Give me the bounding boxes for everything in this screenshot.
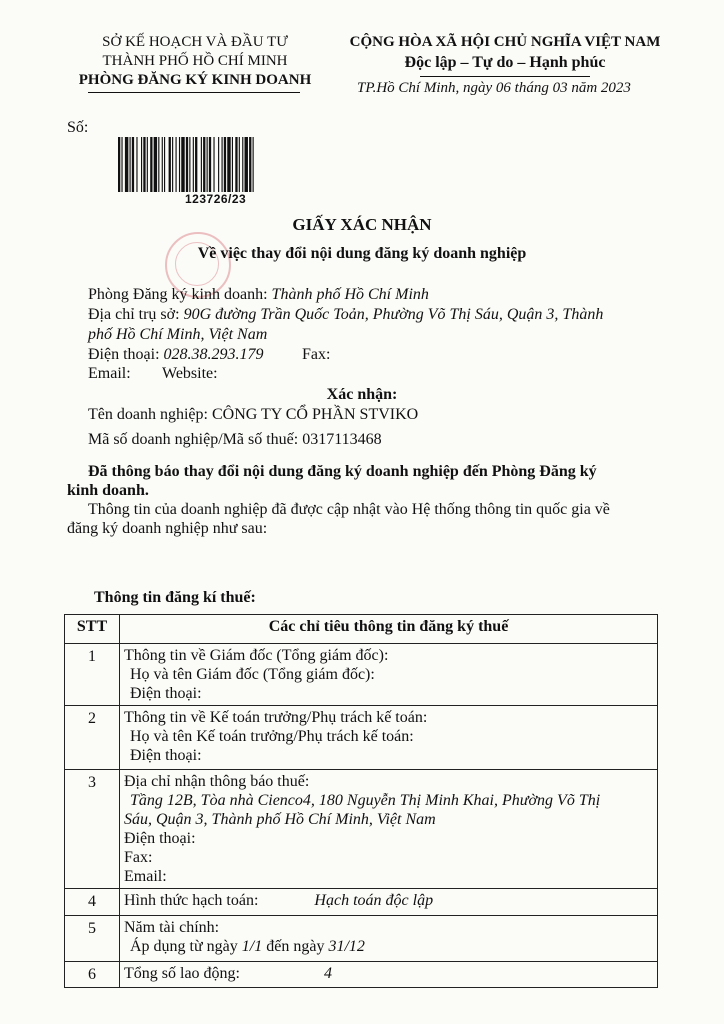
row-line: Email: (124, 868, 167, 885)
table-title: Thông tin đăng kí thuế: (94, 589, 256, 606)
motto-underline (420, 76, 590, 77)
row-content (120, 770, 658, 889)
header-left-underline (88, 92, 300, 93)
table-row (65, 706, 658, 770)
table-header-row (65, 615, 658, 644)
table-row (65, 770, 658, 889)
office-address-value-1: 90G đường Trần Quốc Toản, Phường Võ Thị Sáu, Quận 3, Thành (183, 306, 604, 323)
office-website-label: Website: (162, 365, 218, 382)
office-name-value: Thành phố Hồ Chí Minh (271, 286, 429, 303)
row-stt: 6 (65, 962, 120, 988)
company-name-line (88, 405, 418, 425)
fiscal-from-label: Áp dụng từ ngày (130, 938, 238, 955)
office-email-label: Email: (88, 365, 131, 382)
row-line: Thông tin về Giám đốc (Tổng giám đốc): (124, 647, 389, 664)
confirm-heading: Xác nhận: (326, 386, 398, 403)
city-name: THÀNH PHỐ HỒ CHÍ MINH (102, 53, 288, 69)
row-line: Họ và tên Giám đốc (Tổng giám đốc): (130, 666, 375, 683)
notice-text-line-2: đăng ký doanh nghiệp như sau: (67, 520, 268, 537)
row-line: Địa chỉ nhận thông báo thuế: (124, 773, 310, 790)
row-content (120, 706, 658, 770)
row-line (124, 937, 653, 956)
row-line: Fax: (124, 849, 153, 866)
department-name: SỞ KẾ HOẠCH VÀ ĐẦU TƯ (102, 34, 288, 50)
row-value: Hạch toán độc lập (314, 892, 434, 909)
row-stt: 4 (65, 889, 120, 916)
row-stt: 2 (65, 706, 120, 770)
row-line: Điện thoại: (130, 685, 202, 702)
issue-date: TP.Hồ Chí Minh, ngày 06 tháng 03 năm 2023 (357, 80, 631, 96)
fiscal-to-value: 31/12 (328, 938, 365, 955)
row-line: Họ và tên Kế toán trưởng/Phụ trách kế toán: (130, 728, 414, 745)
office-phone-line (88, 345, 264, 365)
row-value: 4 (324, 965, 332, 982)
office-name-line (88, 285, 429, 305)
tax-info-table (64, 614, 658, 988)
company-tax-value: 0317113468 (302, 431, 382, 448)
office-name: PHÒNG ĐĂNG KÝ KINH DOANH (78, 72, 312, 88)
row-line: Sáu, Quận 3, Thành phố Hồ Chí Minh, Việt Nam (124, 811, 436, 828)
row-label: Tổng số lao động: (124, 965, 240, 982)
table-row (65, 962, 658, 988)
row-stt: 5 (65, 916, 120, 962)
document-title: GIẤY XÁC NHẬN (292, 215, 432, 234)
row-line: Tầng 12B, Tòa nhà Cienco4, 180 Nguyễn Thị Minh Khai, Phường Võ Thị (130, 792, 601, 809)
barcode-number: 123726/23 (185, 192, 247, 206)
row-line: Năm tài chính: (124, 919, 220, 936)
notice-bold-line-1: Đã thông báo thay đổi nội dung đăng ký doanh nghiệp đến Phòng Đăng ký (88, 463, 597, 480)
office-phone-label: Điện thoại: (88, 346, 160, 363)
row-content (120, 962, 658, 988)
table-row (65, 916, 658, 962)
office-address-label: Địa chỉ trụ sở: (88, 306, 180, 323)
fiscal-to-label: đến ngày (266, 938, 325, 955)
row-label: Hình thức hạch toán: (124, 892, 259, 909)
table-row (65, 889, 658, 916)
barcode-image (118, 137, 326, 192)
company-name-value: CÔNG TY CỔ PHẦN STVIKO (211, 406, 419, 423)
nation-name: CỘNG HÒA XÃ HỘI CHỦ NGHĨA VIỆT NAM (349, 34, 661, 50)
table-row (65, 644, 658, 706)
office-name-label: Phòng Đăng ký kinh doanh: (88, 286, 268, 303)
company-tax-line (88, 430, 382, 450)
header-right (340, 33, 670, 73)
row-stt: 3 (65, 770, 120, 889)
row-line: Điện thoại: (124, 830, 196, 847)
fiscal-from-value: 1/1 (241, 938, 263, 955)
header-left (70, 33, 320, 90)
office-phone-value: 028.38.293.179 (163, 346, 264, 363)
office-address-line (88, 305, 603, 325)
office-address-value-2: phố Hồ Chí Minh, Việt Nam (88, 326, 268, 343)
notice-bold-line-2: kinh doanh. (67, 482, 149, 499)
column-header-stt: STT (65, 615, 120, 644)
notice-text-line-1: Thông tin của doanh nghiệp đã được cập nhật vào Hệ thống thông tin quốc gia về (88, 501, 610, 518)
motto: Độc lập – Tự do – Hạnh phúc (404, 54, 606, 71)
row-content (120, 916, 658, 962)
row-stt: 1 (65, 644, 120, 706)
company-tax-label: Mã số doanh nghiệp/Mã số thuế: (88, 431, 299, 448)
company-name-label: Tên doanh nghiệp: (88, 406, 208, 423)
row-line: Điện thoại: (130, 747, 202, 764)
column-header-content: Các chỉ tiêu thông tin đăng ký thuế (120, 615, 658, 644)
document-subtitle: Về việc thay đổi nội dung đăng ký doanh nghiệp (197, 245, 527, 262)
document-number-label: Số: (67, 119, 89, 136)
row-content (120, 889, 658, 916)
row-line: Thông tin về Kế toán trưởng/Phụ trách kế toán: (124, 709, 428, 726)
office-fax-label: Fax: (302, 346, 331, 363)
row-content (120, 644, 658, 706)
